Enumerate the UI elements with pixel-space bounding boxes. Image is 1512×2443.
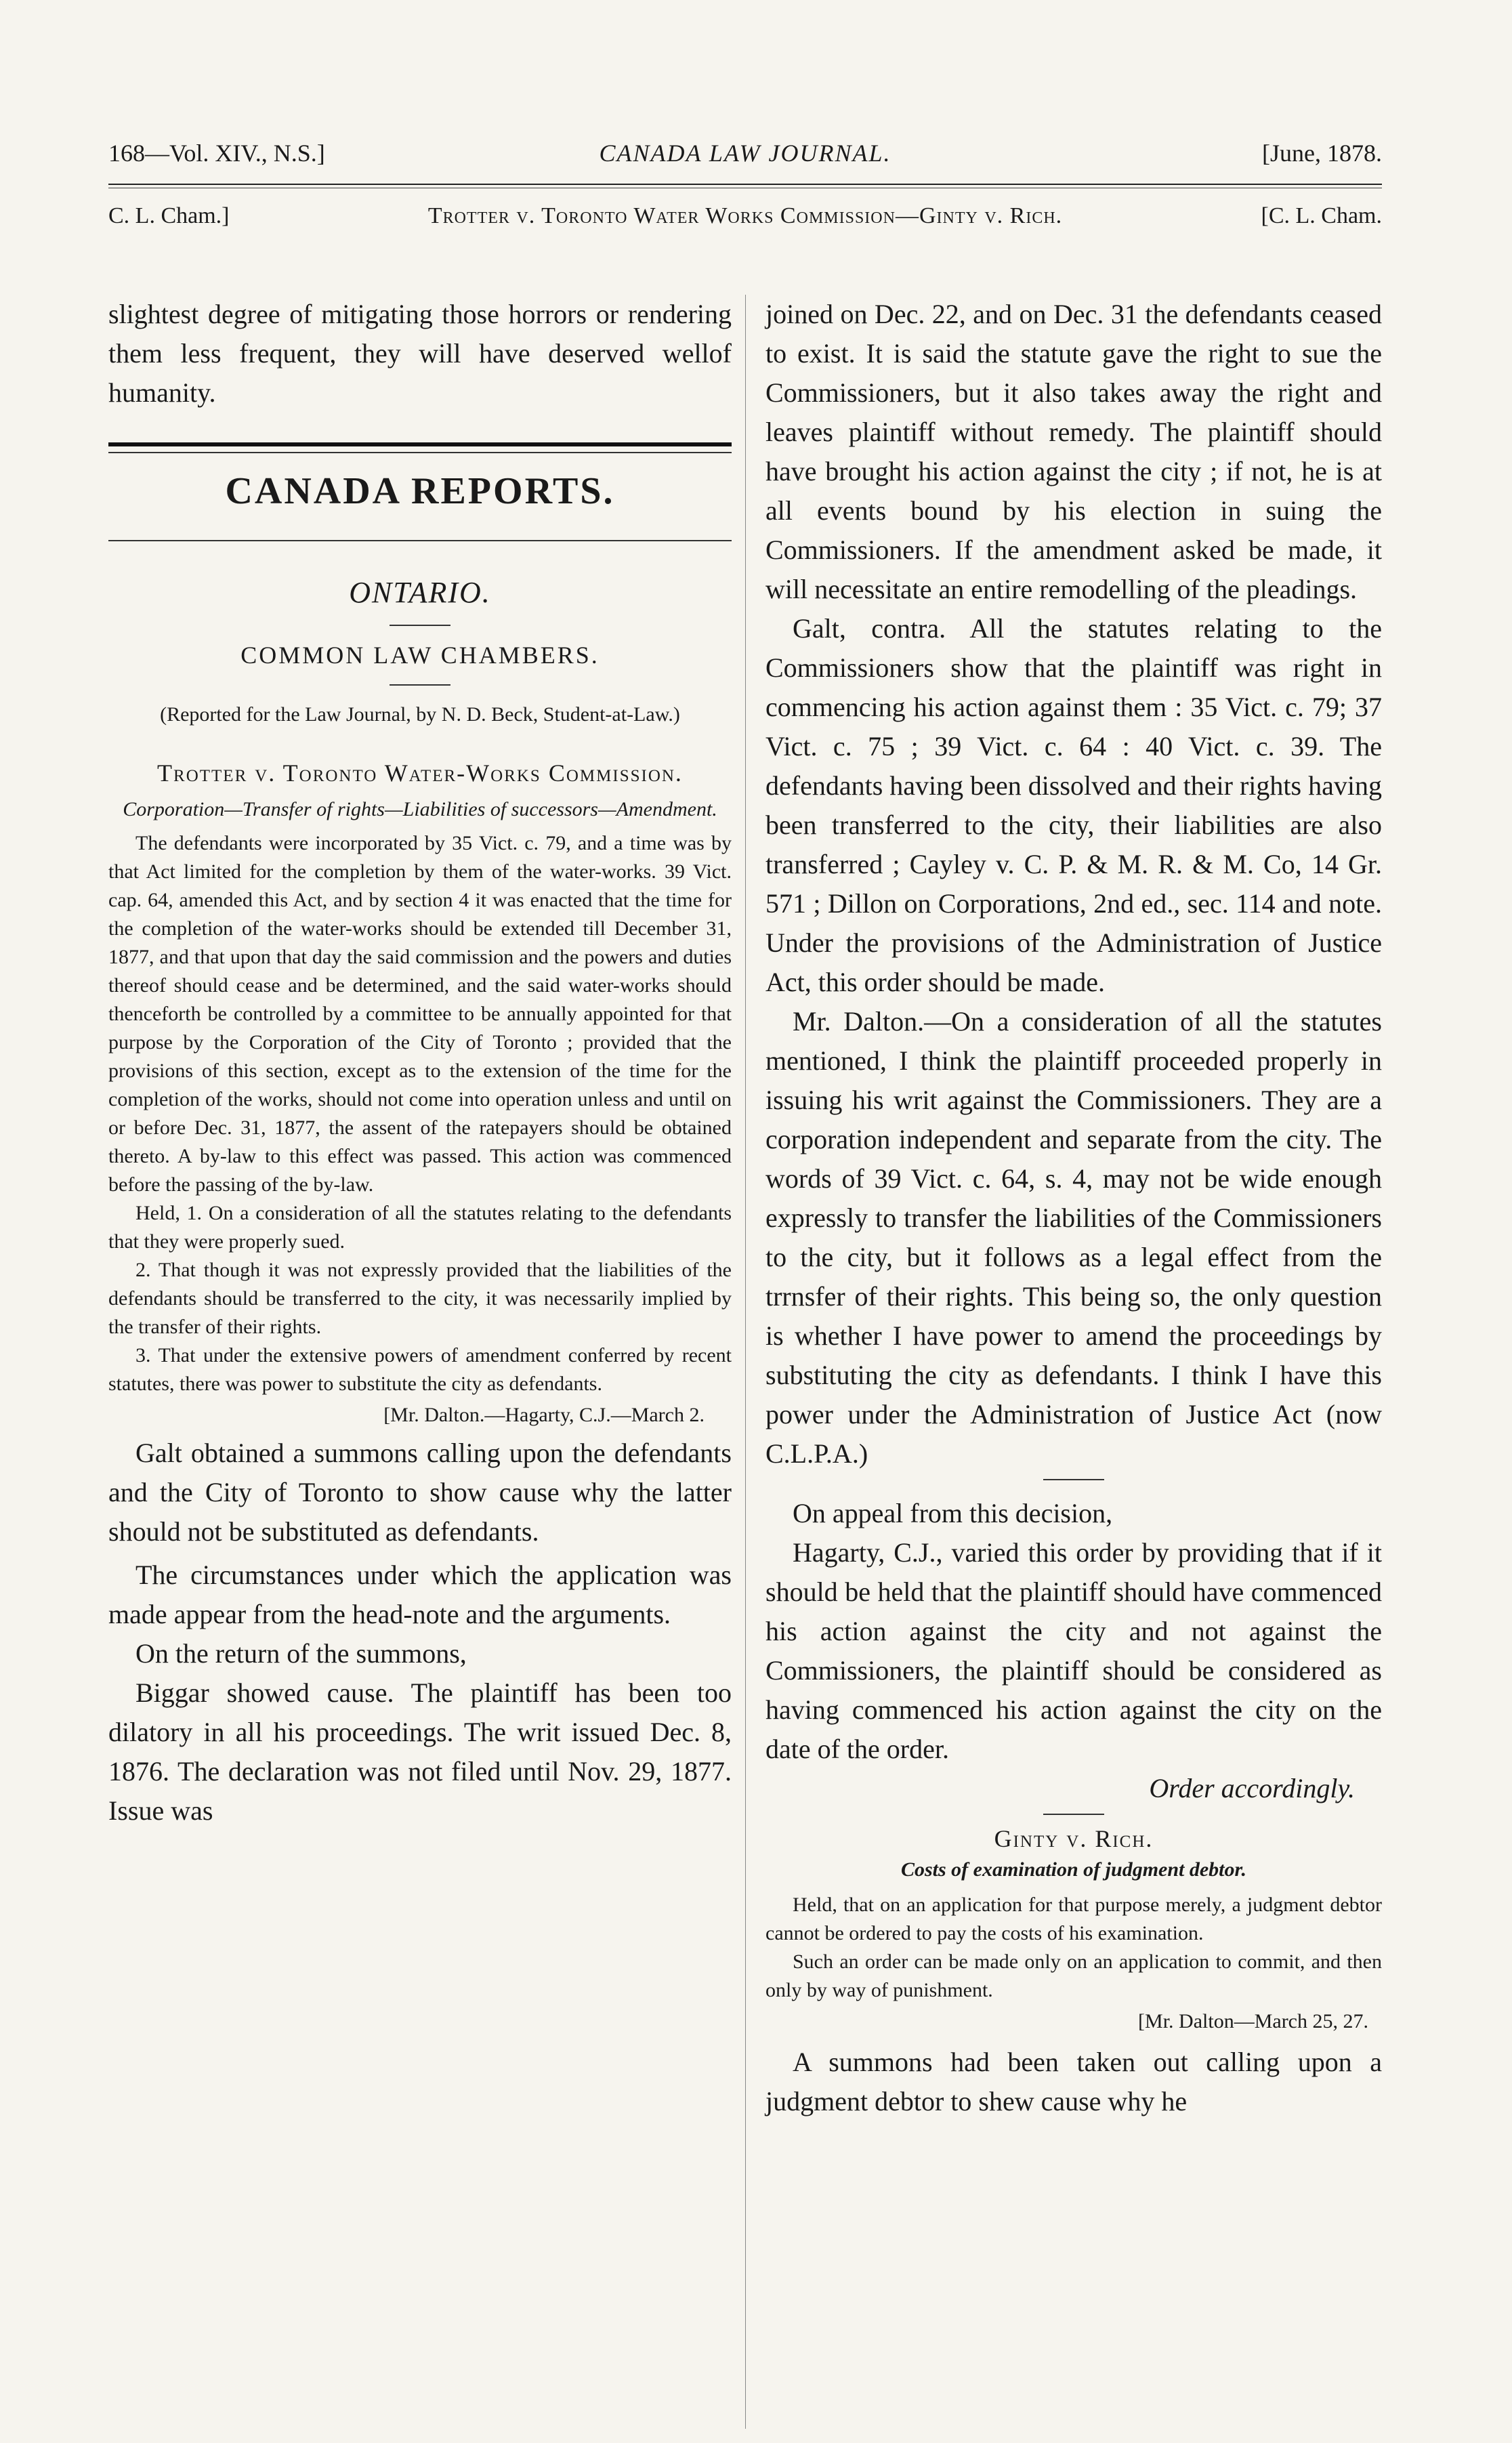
header-rule (108, 184, 1382, 185)
short-rule (390, 625, 450, 626)
paragraph: The circumstances under which the application was made appear from the head-note and the arguments. (108, 1560, 732, 1629)
paragraph: Mr. Dalton.—On a consideration of all the statutes mentioned, I think the plaintiff proceeded properly in issuing his writ against the Commissioners. They are a corporation independent and separate from the city. The words of 39 Vict. c. 64, s. 4, may not be wide enough expressly to transfer the liabilities of the Commissioners to the city, but it follows as a legal effect from the trrnsfer of their rights. This being so, the only question is whether I have power to amend the proceedings by substituting the city as defendants. I think I have this power under the Administration of Justice Act (now C.L.P.A.) (765, 1006, 1382, 1469)
court-heading: COMMON LAW CHAMBERS. (240, 642, 600, 669)
subheader-cases: Trotter v. Toronto Water Works Commission—Ginty v. Rich. (427, 203, 1063, 228)
case-title: Ginty v. Rich. (994, 1825, 1154, 1852)
title-rule (108, 540, 732, 541)
headnote: The defendants were incorporated by 35 Vict. c. 79, and a time was by that Act limited for the completion by them of the water-works. 39 Vict. cap. 64, amended this Act, and by section 4 it was enacted that the time for the completion of the water-works should be extended till December 31, 1877, and that upon that day the said commission and the powers and duties thereof should cease and be determined, and the said water-works should thenceforth be controlled by a committee to be annually appointed for that purpose by the Corporation of the City of Toronto ; provided that the provisions of this section, except as to the extension of the time for the completion of the works, should not come into operation unless and until on or before Dec. 31, 1877, the assent of the ratepayers should be obtained thereto. A by-law to this effect was passed. This action was commenced before the passing of the by-law. (108, 832, 732, 1196)
page (108, 139, 1382, 2116)
province-heading: ONTARIO. (349, 576, 491, 609)
paragraph: Hagarty, C.J., varied this order by providing that if it should be held that the plaintiff should have commenced his action against the city and not against the Commissioners, the plaintiff should be considered as having commenced his action against the city on the date of the order. (765, 1537, 1382, 1764)
order-line: Order accordingly. (1149, 1773, 1355, 1803)
catchwords: Costs of examination of judgment debtor. (900, 1858, 1247, 1881)
opening-paragraph: slightest degree of mitigating those horrors or rendering them less frequent, they will have deserved wellof humanity. (108, 299, 732, 408)
paragraph: Biggar showed cause. The plaintiff has been too dilatory in all his proceedings. The writ issued Dec. 8, 1876. The declaration was not filed until Nov. 29, 1877. Issue was (108, 1677, 732, 1826)
sub-header (108, 203, 1382, 241)
paragraph: On the return of the summons, (135, 1638, 467, 1669)
section-rule-thick (108, 442, 732, 446)
subheader-court-left: C. L. Cham.] (108, 203, 230, 228)
held: Such an order can be made only on an application to commit, and then only by way of punishment. (765, 1950, 1382, 2001)
short-rule (1043, 1479, 1104, 1480)
running-header (108, 139, 1382, 180)
header-date: [June, 1878. (1262, 140, 1382, 167)
held-3: 3. That under the extensive powers of amendment conferred by recent statutes, there was power to substitute the city as defendants. (108, 1344, 732, 1395)
judges-line: [Mr. Dalton—March 25, 27. (1138, 2010, 1368, 2032)
paragraph: joined on Dec. 22, and on Dec. 31 the defendants ceased to exist. It is said the statute gave the right to sue the Commissioners, but it also takes away the right and leaves plaintiff without remedy. The plaintiff should have brought his action against the city ; if not, he is at all events bound by his election in suing the Commissioners. If the amendment asked be made, it will necessitate an entire remodelling of the pleadings. (765, 299, 1382, 604)
columns (108, 295, 1382, 2429)
paragraph: A summons had been taken out calling upon a judgment debtor to shew cause why he (765, 2047, 1382, 2116)
held-1: Held, 1. On a consideration of all the statutes relating to the defendants that they were properly sued. (108, 1202, 732, 1253)
catchwords: Corporation—Transfer of rights—Liabilities of successors—Amendment. (123, 798, 717, 820)
left-column (108, 295, 732, 1831)
subheader-court-right: [C. L. Cham. (1261, 203, 1382, 228)
case-title: Trotter v. Toronto Water-Works Commission. (157, 759, 683, 787)
paragraph: On appeal from this decision, (793, 1498, 1113, 1528)
judges-line: [Mr. Dalton.—Hagarty, C.J.—March 2. (383, 1404, 705, 1426)
reporter-note: (Reported for the Law Journal, by N. D. Beck, Student-at-Law.) (160, 703, 680, 726)
held: Held, that on an application for that purpose merely, a judgment debtor cannot be ordered to pay the costs of his examination. (765, 1894, 1382, 1944)
header-volume: 168—Vol. XIV., N.S.] (108, 140, 325, 167)
column-divider (745, 295, 746, 2429)
short-rule (1043, 1814, 1104, 1815)
paragraph: Galt, contra. All the statutes relating to the Commissioners show that the plaintiff was right in commencing his action against them : 35 Vict. c. 79; 37 Vict. c. 75 ; 39 Vict. c. 64 : 40 Vict. c. 39. The defendants having been dissolved and their rights having been transferred to the city, their liabilities are also transferred ; Cayley v. C. P. & M. R. & M. Co, 14 Gr. 571 ; Dillon on Corporations, 2nd ed., sec. 114 and note. Under the provisions of the Administration of Justice Act, this order should be made. (765, 613, 1382, 997)
held-2: 2. That though it was not expressly provided that the liabilities of the defendants should be transferred to the city, it was necessarily implied by the transfer of their rights. (108, 1259, 732, 1338)
section-title: CANADA REPORTS. (225, 470, 615, 512)
section-rule-thin (108, 452, 732, 453)
paragraph: Galt obtained a summons calling upon the defendants and the City of Toronto to show cause why the latter should not be substituted as defendants. (108, 1438, 732, 1547)
right-column (765, 295, 1382, 2121)
short-rule (390, 684, 450, 686)
header-journal-title: CANADA LAW JOURNAL. (599, 140, 891, 167)
